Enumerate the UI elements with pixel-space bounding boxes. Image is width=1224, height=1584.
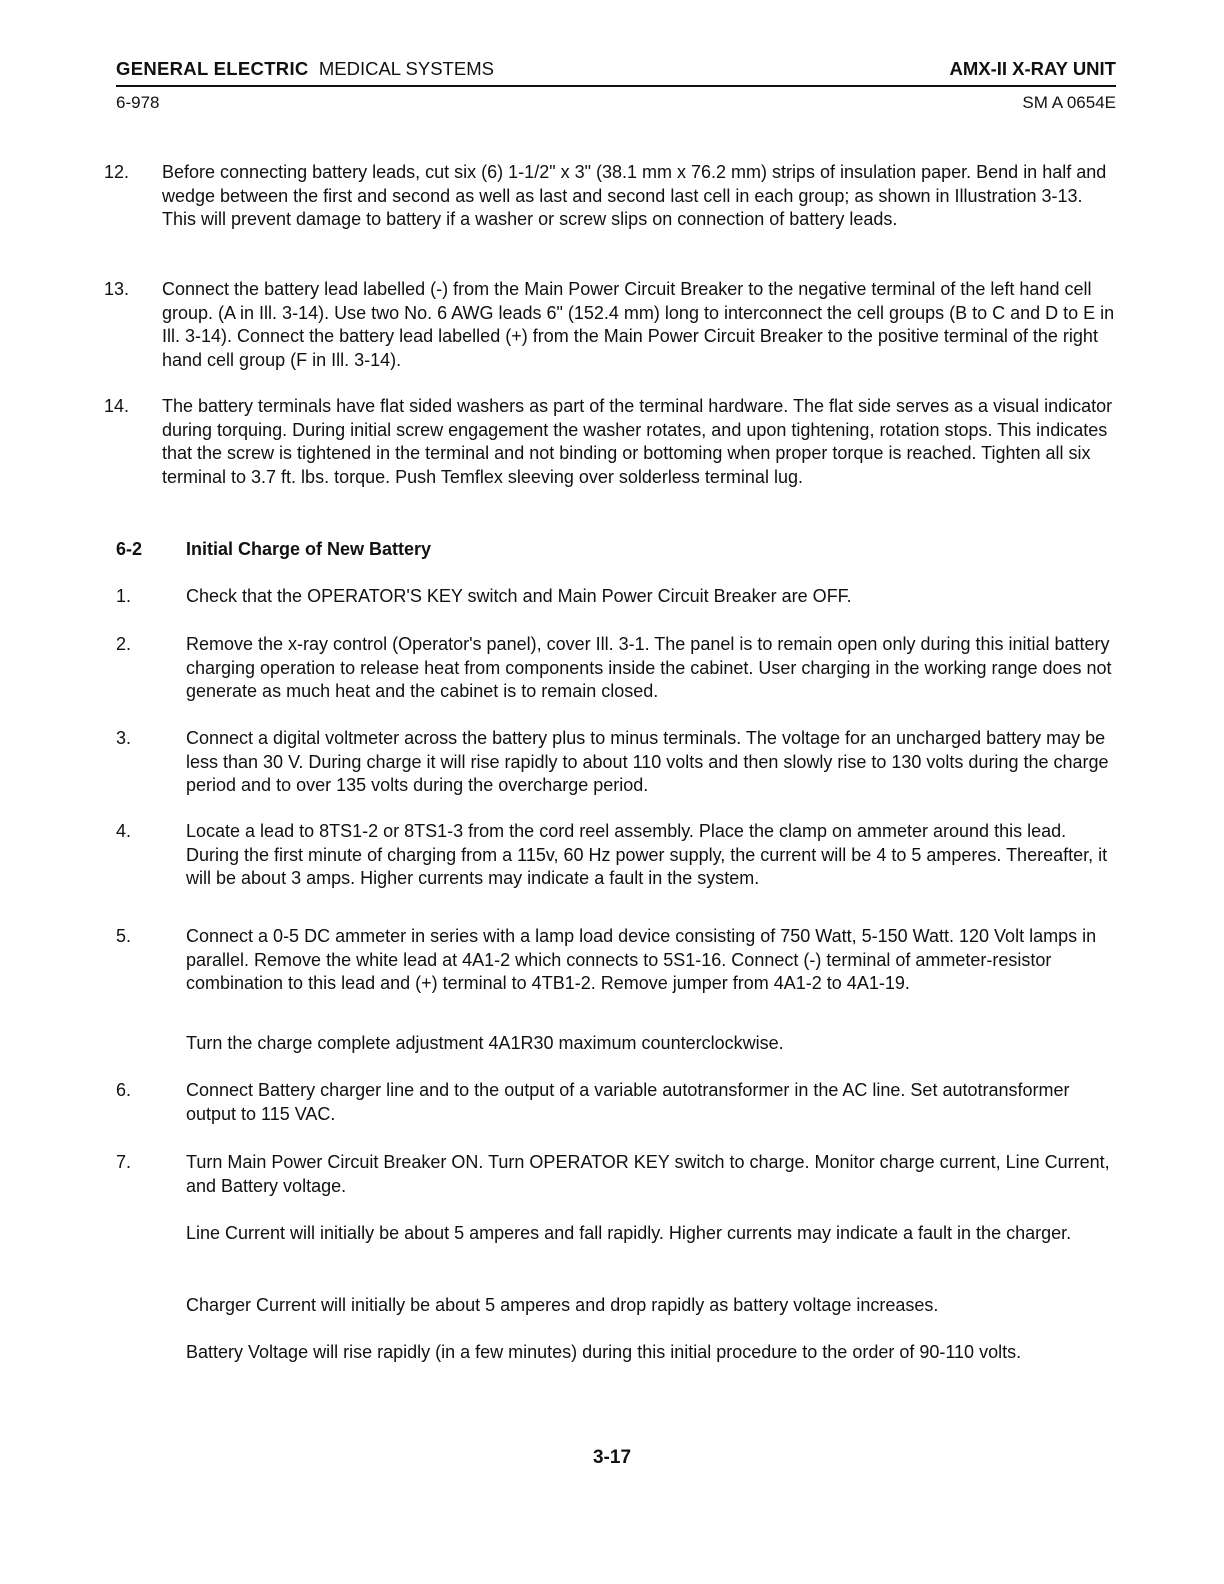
header-rule	[116, 85, 1116, 87]
company-name: GENERAL ELECTRIC	[116, 58, 309, 79]
page-number: 3-17	[592, 1447, 632, 1468]
document-number: SM A 0654E	[1022, 93, 1116, 112]
product-name: AMX-II X-RAY UNIT	[949, 58, 1116, 79]
step-number: 7.	[116, 1152, 132, 1172]
step-number: 5.	[116, 926, 132, 946]
step-text: Turn Main Power Circuit Breaker ON. Turn OPERATOR KEY switch to charge. Monitor charge current, Line Current, and Battery voltage.	[186, 1152, 1110, 1196]
item-text: Before connecting battery leads, cut six (6) 1-1/2" x 3" (38.1 mm x 76.2 mm) strips of insulation paper. Bend in half and wedge between the first and second as well as last and second last cell in each group; as shown in Illustration 3-13. This will prevent damage to battery if a washer or screw slips on connection of battery leads.	[162, 162, 1107, 229]
step-number: 6.	[116, 1080, 132, 1100]
step-text: Connect a digital voltmeter across the battery plus to minus terminals. The voltage for an uncharged battery may be less than 30 V. During charge it will rise rapidly to about 110 volts and then slowly rise to 130 volts during the charge period and to over 135 volts during the overcharge period.	[186, 728, 1109, 795]
item-number: 12.	[104, 162, 130, 182]
section-title: Initial Charge of New Battery	[186, 539, 432, 559]
step-text: Locate a lead to 8TS1-2 or 8TS1-3 from the cord reel assembly. Place the clamp on ammeter around this lead. During the first minute of charging from a 115v, 60 Hz power supply, the current will be 4 to 5 amperes. Thereafter, it will be about 3 amps. Higher currents may indicate a fault in the system.	[186, 821, 1108, 888]
item-text: The battery terminals have flat sided washers as part of the terminal hardware. The flat side serves as a visual indicator during torquing. During initial screw engagement the washer rotates, and upon tightening, rotation stops. This indicates that the screw is tightened in the terminal and not binding or bottoming when proper torque is reached. Tighten all six terminal to 3.7 ft. lbs. torque. Push Temflex sleeving over solderless terminal lug.	[162, 396, 1113, 487]
step-text: Connect Battery charger line and to the output of a variable autotransformer in the AC line. Set autotransformer output to 115 VAC.	[186, 1080, 1070, 1124]
step-text: Check that the OPERATOR'S KEY switch and Main Power Circuit Breaker are OFF.	[186, 586, 852, 606]
step-text: Connect a 0-5 DC ammeter in series with a lamp load device consisting of 750 Watt, 5-150 Watt. 120 Volt lamps in parallel. Remove the white lead at 4A1-2 which connects to 5S1-16. Connect (-) terminal of ammeter-resistor combination to this lead and (+) terminal to 4TB1-2. Remove jumper from 4A1-2 to 4A1-19.	[186, 926, 1097, 993]
division-name: MEDICAL SYSTEMS	[318, 58, 494, 79]
step-number: 2.	[116, 634, 132, 654]
item-number: 14.	[104, 396, 130, 416]
step-number: 3.	[116, 728, 132, 748]
running-header	[116, 57, 1116, 81]
date-code: 6-978	[116, 93, 160, 112]
step-note: Battery Voltage will rise rapidly (in a few minutes) during this initial procedure to the order of 90-110 volts.	[186, 1342, 1022, 1362]
step-note: Charger Current will initially be about 5 amperes and drop rapidly as battery voltage increases.	[186, 1295, 939, 1315]
item-number: 13.	[104, 279, 130, 299]
item-text: Connect the battery lead labelled (-) from the Main Power Circuit Breaker to the negative terminal of the left hand cell group. (A in Ill. 3-14). Use two No. 6 AWG leads 6" (152.4 mm) long to interconnect the cell groups (B to C and D to E in Ill. 3-14). Connect the battery lead labelled (+) from the Main Power Circuit Breaker to the positive terminal of the right hand cell group (F in Ill. 3-14).	[162, 279, 1115, 370]
step-note: Turn the charge complete adjustment 4A1R30 maximum counterclockwise.	[186, 1033, 784, 1053]
header-company	[116, 57, 494, 81]
section-number: 6-2	[116, 539, 143, 559]
sub-header	[116, 91, 1116, 115]
step-text: Remove the x-ray control (Operator's panel), cover Ill. 3-1. The panel is to remain open only during this initial battery charging operation to release heat from components inside the cabinet. User charging in the working range does not generate as much heat and the cabinet is to remain closed.	[186, 634, 1112, 701]
step-note: Line Current will initially be about 5 amperes and fall rapidly. Higher currents may indicate a fault in the charger.	[186, 1223, 1072, 1243]
section-heading	[116, 537, 432, 561]
step-number: 1.	[116, 586, 132, 606]
step-number: 4.	[116, 821, 132, 841]
